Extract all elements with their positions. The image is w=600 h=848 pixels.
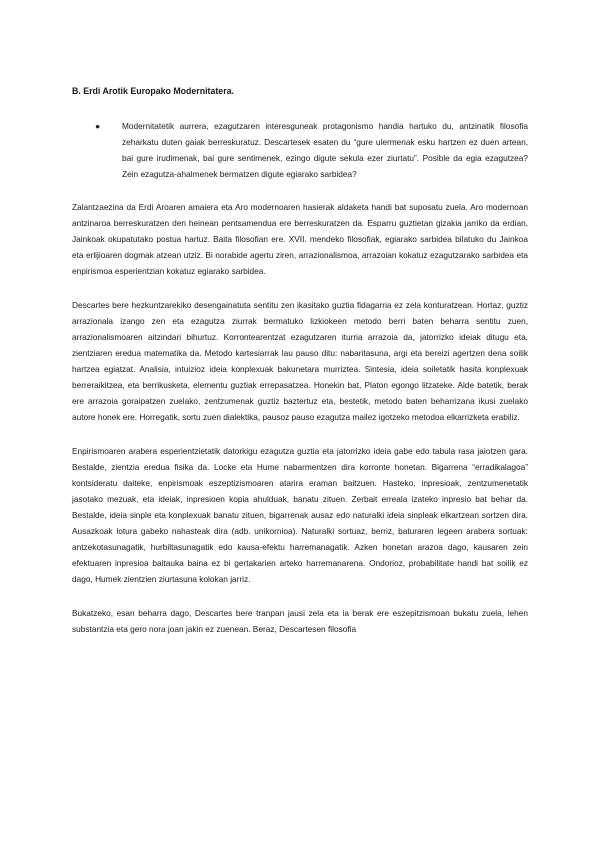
bullet-marker: ● xyxy=(95,121,101,131)
paragraph-3: Enpirismoaren arabera esperientzietatik datorkigu ezagutza guztia eta jatorrizko ideia gabe edo tabula rasa jaiotzen gara. Bestalde, zientzia eredua fisika da. Locke eta Hume nabarmentzen dira korronte honetan. Bigarrena “erradikalagoa” kontsideratu daiteke, enpirismoak eszeptizismoaren atarira eraman baitzuen. Hasteko, inpresioak, zentzumenetatik jasotako mezuak, eta ideiak, inpresioen kopia ahulduak, banatu zituen. Zerbait erreala izateko inpresio bat behar da. Bestalde, ideia sinple eta konplexuak banatu zituen, bigarrenak ausaz edo naturalki ideia sinpleak elkartzean sortzen dira. Ausazkoak lotura gabeko nahasteak dira (adb. unikornioa). Naturalki sortuaz, berriz, baturaren legeen arabera sortuak: antzekotasunagatik, hurbiltasunagatik edo kausa-efektu harremanagatik. Azken honetan arazoa dago, kausaren zein efektuaren inpresioa baitauka baina ez bi gertakarien arteko harremanarena. Ondorioz, probabilitate handi bat soilik ez dago, Humek zientzien ziurtasuna kolokan jarriz. xyxy=(72,446,528,584)
paragraph-1: Zalantzaezina da Erdi Aroaren amaiera eta Aro modernoaren hasierak aldaketa handi bat suposatu zuela. Aro modernoan antzinaroa berreskuratzen den heinean pentsamendua ere berreskuratzen da. Esparru guztietan gizakia jarriko da erdian, Jainkoak okupatutako postua hartuz. Baita filosofian ere. XVII. mendeko filosofiak, egiarako sarbidea bilatuko du Jainkoa eta erlijioaren dogmak atzean utziz. Bi norabide agertu ziren, arrazionalismoa, arrazoian kokatuz ezagutzarako sarbidea eta enpirismoa esperientzian kokatuz egiarako sarbidea. xyxy=(72,202,528,276)
document-body xyxy=(72,85,528,655)
paragraph-4: Bukatzeko, esan beharra dago, Descartes bere tranpan jausi zela eta ia berak ere eszepitzismoan bukatu zuela, lehen substantzia eta gero nora joan jakin ez zuenean. Beraz, Descartesen filosofia xyxy=(72,608,528,634)
bullet-item xyxy=(95,118,528,182)
section-heading: B. Erdi Arotik Europako Modernitatera. xyxy=(72,86,234,96)
paragraph-2: Descartes bere hezkuntzarekiko desengainatuta sentitu zen ikasitako guztia fidagarria ez zela konturatzean. Hortaz, guztiz arrazionala izango zen eta ezagutza ziurrak bermatuko lizkiokeen metodo berri baten beharra sentitu zuen, arrazionalismoaren aitzindari bihurtuz. Korrontearentzat ezagutzaren iturria arrazoia da, jatorrizko ideiak ditugu eta, zientziaren eredua matematika da. Metodo kartesiarrak lau pauso ditu: nabaritasuna, argi eta bereizi agertzen dena soilik hartzea egiatzat. Analisia, intuizioz ideia konplexuak bakunetara murriztea. Sintesia, ideia soiletatik hasita konplexuak berreraikitzea, eta berrikusketa, elementu guztiak errepasatzea. Honekin bat, Platon egongo litzateke. Alde batetik, berak ere arrazoia goraipatzen zuelako, zentzumenak guztiz baztertuz eta, bestetik, metodo baten beharrizana ikusi zuelako autore honek ere. Horregatik, sortu zuen dialektika, pausoz pauso ezagutza mailez igotzeko metodoa elkarrizketa erabiliz. xyxy=(72,300,528,422)
bullet-text: Modernitatetik aurrera, ezagutzaren interesguneak protagonismo handia hartuko du, antzinatik filosofia zeharkatu duten gaiak berreskuratuz. Descartesek esaten du “gure ulermenak esku hartzen ez duen artean, bai gure irudimenak, bai gure sentimenek, ezingo digute sekula ezer ziurtatu”. Posible da egia ezagutzea? Zein ezagutza-ahalmenek bermatzen digute egiarako sarbidea? xyxy=(122,121,528,179)
